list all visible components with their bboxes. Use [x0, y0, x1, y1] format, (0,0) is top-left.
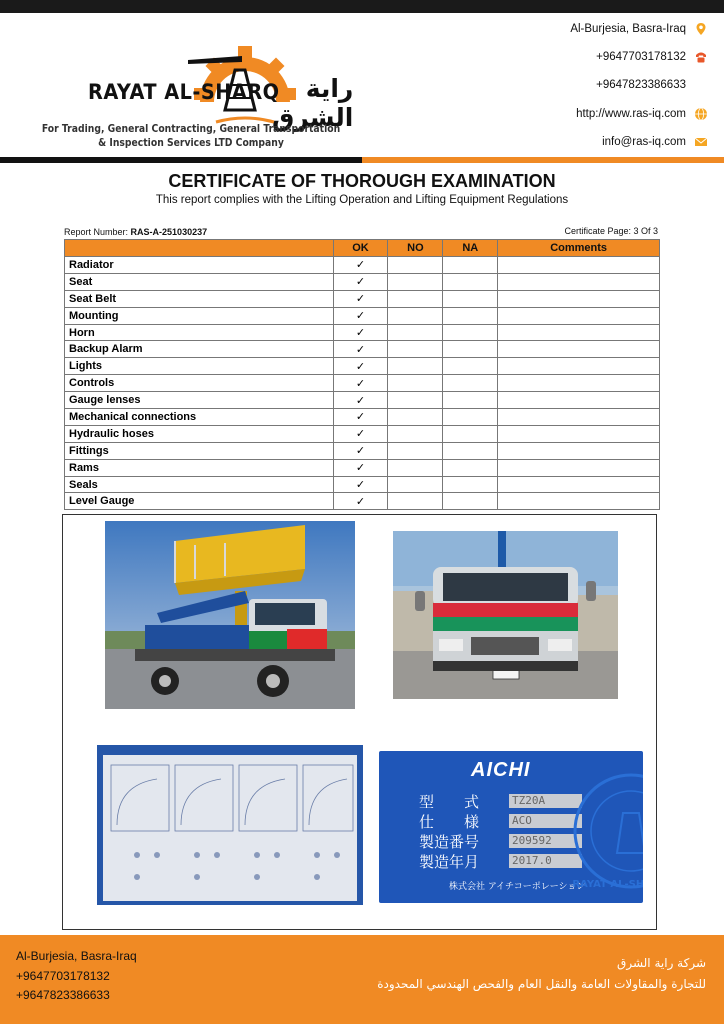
row-ok-mark: ✓ [333, 375, 388, 392]
row-no-mark [388, 409, 443, 426]
row-ok-mark: ✓ [333, 425, 388, 442]
row-item-label: Radiator [65, 257, 334, 274]
website-text: http://www.ras-iq.com [576, 108, 686, 120]
location-pin-icon [694, 22, 708, 36]
table-row [65, 425, 660, 442]
phone-1-text: +9647703178132 [596, 51, 686, 63]
nameplate-row [419, 811, 582, 831]
table-row [65, 273, 660, 290]
row-no-mark [388, 358, 443, 375]
row-no-mark [388, 425, 443, 442]
truck-front-photo [393, 531, 618, 699]
contact-phone-2[interactable] [596, 78, 708, 92]
row-na-mark [443, 290, 498, 307]
column-header-item [65, 240, 334, 257]
row-na-mark [443, 392, 498, 409]
header-divider-accent [362, 157, 724, 163]
row-na-mark [443, 375, 498, 392]
row-ok-mark: ✓ [333, 273, 388, 290]
row-no-mark [388, 375, 443, 392]
table-row [65, 358, 660, 375]
column-header-no: NO [388, 240, 443, 257]
row-item-label: Seals [65, 476, 334, 493]
table-row [65, 409, 660, 426]
footer-contacts [16, 947, 137, 1006]
table-row [65, 257, 660, 274]
row-ok-mark: ✓ [333, 392, 388, 409]
table-row [65, 392, 660, 409]
top-bar [0, 0, 724, 13]
row-item-label: Level Gauge [65, 493, 334, 510]
nameplate-value: 2017.0 [509, 854, 582, 868]
footer-address: Al-Burjesia, Basra-Iraq [16, 949, 137, 963]
nameplate-photo [379, 751, 690, 903]
phone-2-text: +9647823386633 [596, 79, 686, 91]
nameplate-value: ACO [509, 814, 582, 828]
logo-text-en: RAYAT AL-SHARQ [88, 80, 280, 104]
row-item-label: Seat [65, 273, 334, 290]
row-no-mark [388, 476, 443, 493]
footer-company-ar [377, 953, 706, 995]
table-row [65, 442, 660, 459]
row-comments [498, 409, 660, 426]
footer [0, 935, 724, 1024]
tagline-line-1: For Trading, General Contracting, General Transportation [41, 123, 341, 135]
row-ok-mark: ✓ [333, 324, 388, 341]
row-no-mark [388, 273, 443, 290]
header-divider-dark [0, 157, 362, 163]
telephone-icon [694, 50, 708, 64]
nameplate-label: 製造番号 [419, 832, 480, 851]
row-no-mark [388, 290, 443, 307]
row-comments [498, 324, 660, 341]
footer-ar-line-2: للتجارة والمقاولات العامة والنقل العام والفحص الهندسي المحدودة [377, 977, 706, 991]
report-number-label: Report Number: [64, 227, 129, 237]
nameplate-value: 209592 [509, 834, 582, 848]
table-row [65, 324, 660, 341]
nameplate-label: 仕 様 [419, 812, 480, 831]
document-title: CERTIFICATE OF THOROUGH EXAMINATION [168, 171, 556, 191]
row-comments [498, 341, 660, 358]
nameplate-maker: 株式会社 アイチコーポレーション [449, 882, 586, 892]
column-header-comments: Comments [498, 240, 660, 257]
row-comments [498, 442, 660, 459]
row-item-label: Seat Belt [65, 290, 334, 307]
row-comments [498, 425, 660, 442]
row-na-mark [443, 307, 498, 324]
report-number [64, 227, 207, 237]
row-na-mark [443, 493, 498, 510]
row-no-mark [388, 257, 443, 274]
table-row [65, 375, 660, 392]
logo-text-ar: راية الشرق [272, 74, 354, 132]
row-na-mark [443, 409, 498, 426]
row-ok-mark: ✓ [333, 409, 388, 426]
company-tagline [23, 122, 359, 150]
row-item-label: Lights [65, 358, 334, 375]
nameplate-value: TZ20A [509, 794, 582, 808]
photo-grid [62, 514, 690, 930]
footer-ar-line-1: شركة راية الشرق [617, 956, 706, 970]
row-item-label: Hydraulic hoses [65, 425, 334, 442]
row-comments [498, 459, 660, 476]
row-comments [498, 476, 660, 493]
company-logo [40, 20, 354, 132]
contact-address [570, 22, 708, 36]
row-ok-mark: ✓ [333, 257, 388, 274]
table-row [65, 341, 660, 358]
email-text: info@ras-iq.com [602, 136, 686, 148]
row-comments [498, 392, 660, 409]
row-comments [498, 307, 660, 324]
row-ok-mark: ✓ [333, 358, 388, 375]
footer-phone-2: +9647823386633 [16, 988, 110, 1002]
table-row [65, 459, 660, 476]
contact-email[interactable] [602, 135, 708, 149]
row-no-mark [388, 442, 443, 459]
truck-side-photo [105, 521, 355, 709]
row-item-label: Rams [65, 459, 334, 476]
row-comments [498, 257, 660, 274]
spacer [694, 78, 708, 92]
row-no-mark [388, 324, 443, 341]
nameplate-row [419, 851, 582, 871]
row-na-mark [443, 358, 498, 375]
row-ok-mark: ✓ [333, 476, 388, 493]
column-header-na: NA [443, 240, 498, 257]
report-number-value: RAS-A-251030237 [130, 227, 208, 237]
row-no-mark [388, 307, 443, 324]
envelope-icon [694, 135, 708, 149]
row-item-label: Controls [65, 375, 334, 392]
row-na-mark [443, 425, 498, 442]
contact-phone-1[interactable] [596, 50, 708, 64]
nameplate-row [419, 791, 582, 811]
table-header-row [65, 240, 660, 257]
row-no-mark [388, 493, 443, 510]
row-comments [498, 375, 660, 392]
contact-website[interactable] [576, 107, 708, 121]
inspection-checklist-table [64, 239, 660, 510]
row-ok-mark: ✓ [333, 493, 388, 510]
row-no-mark [388, 392, 443, 409]
row-item-label: Fittings [65, 442, 334, 459]
table-row [65, 493, 660, 510]
row-na-mark [443, 341, 498, 358]
row-comments [498, 493, 660, 510]
table-row [65, 476, 660, 493]
company-stamp-icon [571, 761, 690, 901]
footer-phone-1: +9647703178132 [16, 968, 110, 983]
row-ok-mark: ✓ [333, 459, 388, 476]
row-no-mark [388, 459, 443, 476]
row-ok-mark: ✓ [333, 442, 388, 459]
row-item-label: Gauge lenses [65, 392, 334, 409]
table-row [65, 290, 660, 307]
row-na-mark [443, 273, 498, 290]
row-comments [498, 358, 660, 375]
nameplate-label: 型 式 [419, 792, 480, 811]
certificate-page: Certificate Page: 3 Of 3 [564, 226, 658, 236]
globe-icon [694, 107, 708, 121]
row-na-mark [443, 324, 498, 341]
row-item-label: Backup Alarm [65, 341, 334, 358]
stamp-text: RAYAT AL-SHARQ Co. [572, 879, 690, 890]
row-comments [498, 290, 660, 307]
row-ok-mark: ✓ [333, 307, 388, 324]
row-comments [498, 273, 660, 290]
nameplate-label: 製造年月 [419, 852, 480, 871]
row-na-mark [443, 476, 498, 493]
row-na-mark [443, 442, 498, 459]
row-ok-mark: ✓ [333, 290, 388, 307]
document-subtitle: This report complies with the Lifting Operation and Lifting Equipment Regulations [155, 194, 569, 206]
nameplate-row [419, 831, 582, 851]
row-no-mark [388, 341, 443, 358]
row-item-label: Mechanical connections [65, 409, 334, 426]
row-item-label: Horn [65, 324, 334, 341]
tagline-line-2: & Inspection Services LTD Company [98, 137, 284, 149]
load-chart-photo [97, 745, 363, 905]
table-row [65, 307, 660, 324]
row-na-mark [443, 257, 498, 274]
column-header-ok: OK [333, 240, 388, 257]
address-text: Al-Burjesia, Basra-Iraq [570, 23, 686, 35]
row-ok-mark: ✓ [333, 341, 388, 358]
row-na-mark [443, 459, 498, 476]
nameplate-brand: AICHI [471, 759, 531, 781]
row-item-label: Mounting [65, 307, 334, 324]
nameplate-fields [419, 791, 582, 871]
